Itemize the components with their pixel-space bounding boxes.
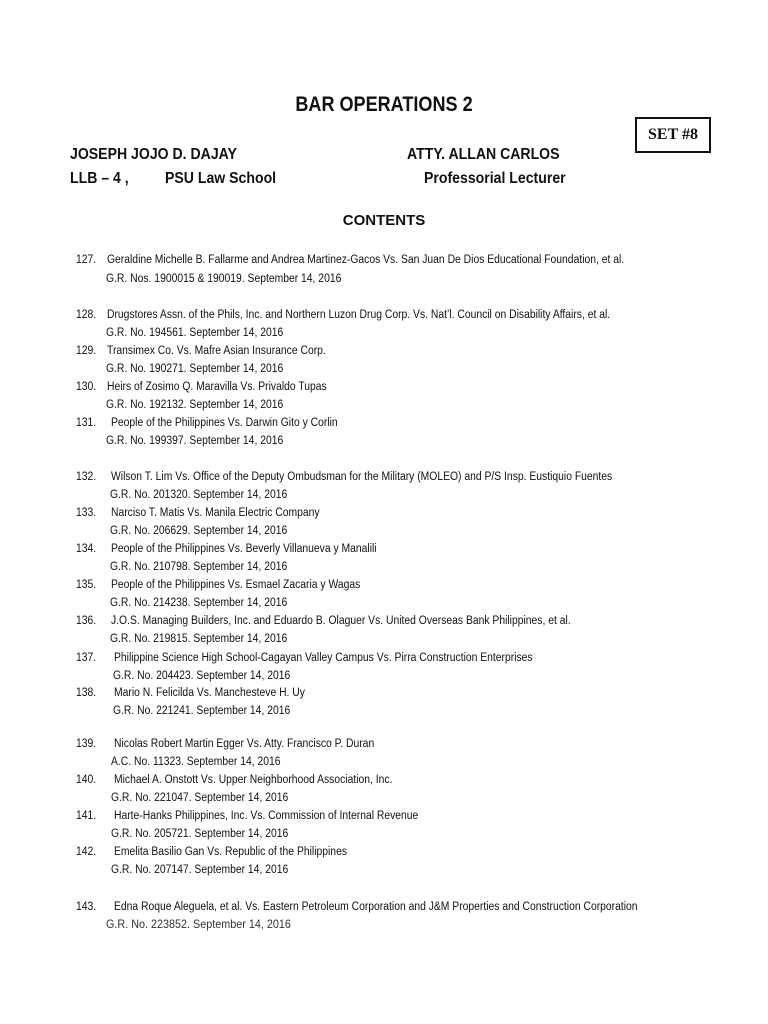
- list-item-case: Nicolas Robert Martin Egger Vs. Atty. Francisco P. Duran: [114, 738, 375, 750]
- list-item-number: 141.: [76, 810, 97, 822]
- author-course: LLB – 4 ,: [70, 170, 129, 187]
- list-item-case: People of the Philippines Vs. Darwin Gito y Corlin: [111, 417, 338, 429]
- list-item-citation: G.R. No. 223852. September 14, 2016: [106, 917, 291, 931]
- list-item-citation: G.R. No. 221047. September 14, 2016: [111, 792, 289, 804]
- list-item-citation: G.R. No. 219815. September 14, 2016: [110, 633, 288, 645]
- list-item-case: Michael A. Onstott Vs. Upper Neighborhood Association, Inc.: [114, 774, 393, 786]
- list-item-citation: G.R. No. 221241. September 14, 2016: [113, 705, 291, 717]
- list-item-citation: G.R. No. 194561. September 14, 2016: [106, 327, 284, 339]
- list-item-number: 132.: [76, 471, 97, 483]
- list-item-number: 137.: [76, 652, 97, 664]
- lecturer-name: ATTY. ALLAN CARLOS: [407, 146, 560, 163]
- author-name: JOSEPH JOJO D. DAJAY: [70, 146, 237, 163]
- list-item-case: People of the Philippines Vs. Esmael Zacaria y Wagas: [111, 579, 361, 591]
- list-item-citation: G.R. No. 207147. September 14, 2016: [111, 864, 289, 876]
- list-item-number: 128.: [76, 309, 97, 321]
- list-item-case: J.O.S. Managing Builders, Inc. and Eduardo B. Olaguer Vs. United Overseas Bank Philippines, et al.: [111, 615, 571, 627]
- list-item-citation: G.R. No. 192132. September 14, 2016: [106, 399, 284, 411]
- list-item-number: 135.: [76, 579, 97, 591]
- list-item-number: 142.: [76, 846, 97, 858]
- author-school: PSU Law School: [165, 170, 277, 187]
- list-item-number: 138.: [76, 687, 97, 699]
- list-item-number: 136.: [76, 615, 97, 627]
- list-item-number: 143.: [76, 901, 97, 913]
- list-item-case: People of the Philippines Vs. Beverly Villanueva y Manalili: [111, 543, 377, 555]
- list-item-number: 130.: [76, 381, 97, 393]
- list-item-citation: G.R. No. 205721. September 14, 2016: [111, 828, 289, 840]
- list-item-number: 140.: [76, 774, 97, 786]
- list-item-number: 127.: [76, 254, 97, 266]
- list-item-number: 131.: [76, 417, 97, 429]
- list-item-citation: G.R. No. 206629. September 14, 2016: [110, 525, 288, 537]
- set-label-box: SET #8: [635, 117, 711, 153]
- list-item-citation: G.R. No. 204423. September 14, 2016: [113, 670, 291, 682]
- list-item-case: Narciso T. Matis Vs. Manila Electric Company: [111, 507, 320, 519]
- list-item-number: 134.: [76, 543, 97, 555]
- list-item-case: Philippine Science High School-Cagayan Valley Campus Vs. Pirra Construction Enterprises: [114, 652, 533, 664]
- list-item-case: Geraldine Michelle B. Fallarme and Andrea Martinez-Gacos Vs. San Juan De Dios Educational Foundation, et al.: [107, 254, 625, 266]
- list-item-citation: G.R. Nos. 1900015 & 190019. September 14, 2016: [106, 273, 342, 285]
- list-item-case: Harte-Hanks Philippines, Inc. Vs. Commission of Internal Revenue: [114, 810, 419, 822]
- list-item-case: Heirs of Zosimo Q. Maravilla Vs. Privaldo Tupas: [107, 381, 327, 393]
- list-item-citation: G.R. No. 214238. September 14, 2016: [110, 597, 288, 609]
- list-item-case: Transimex Co. Vs. Mafre Asian Insurance Corp.: [107, 345, 326, 357]
- list-item-case: Emelita Basilio Gan Vs. Republic of the Philippines: [114, 846, 348, 858]
- list-item-citation: G.R. No. 190271. September 14, 2016: [106, 363, 284, 375]
- list-item-citation: G.R. No. 210798. September 14, 2016: [110, 561, 288, 573]
- list-item-citation: G.R. No. 199397. September 14, 2016: [106, 435, 284, 447]
- list-item-case: Edna Roque Aleguela, et al. Vs. Eastern Petroleum Corporation and J&M Properties and Construction Corporation: [114, 901, 638, 913]
- list-item-number: 129.: [76, 345, 97, 357]
- list-item-case: Mario N. Felicilda Vs. Manchesteve H. Uy: [114, 687, 305, 699]
- list-item-case: Drugstores Assn. of the Phils, Inc. and Northern Luzon Drug Corp. Vs. Nat’l. Council on Disability Affairs, et al.: [107, 309, 611, 321]
- list-item-citation: A.C. No. 11323. September 14, 2016: [111, 756, 281, 768]
- list-item-citation: G.R. No. 201320. September 14, 2016: [110, 489, 288, 501]
- list-item-number: 133.: [76, 507, 97, 519]
- lecturer-title: Professorial Lecturer: [424, 170, 566, 187]
- list-item-number: 139.: [76, 738, 97, 750]
- contents-heading: CONTENTS: [342, 212, 426, 229]
- list-item-case: Wilson T. Lim Vs. Office of the Deputy Ombudsman for the Military (MOLEO) and P/S Insp. Eustiquio Fuentes: [111, 471, 613, 483]
- document-title: BAR OPERATIONS 2: [295, 93, 473, 116]
